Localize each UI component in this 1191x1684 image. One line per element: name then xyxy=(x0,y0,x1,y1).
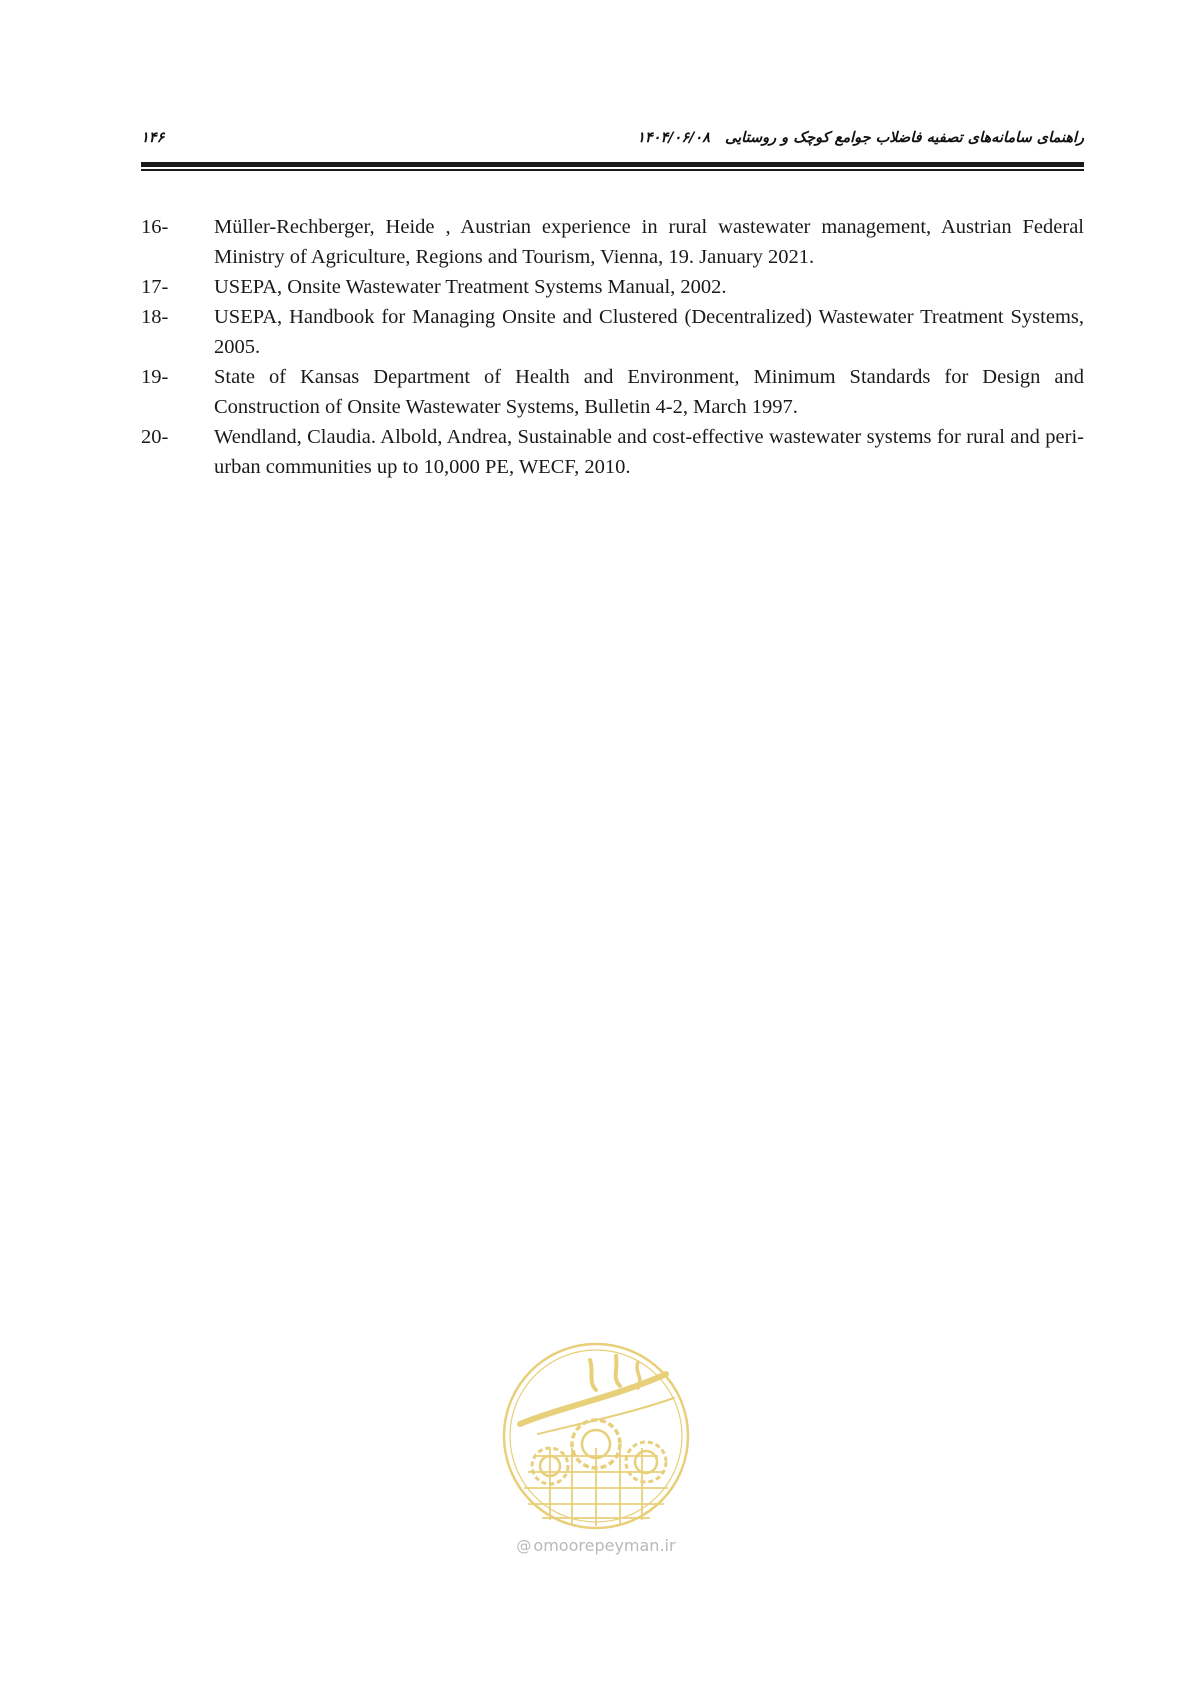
header-rule-thin xyxy=(141,169,1084,171)
reference-text: Müller-Rechberger, Heide , Austrian experience in rural wastewater management, Austrian Federal Ministry of Agriculture, Regions and Tourism, Vienna, 19. January 2021. xyxy=(214,216,1084,268)
reference-number: 17- xyxy=(141,276,169,298)
header-date: ۱۴۰۴/۰۶/۰۸ xyxy=(637,130,710,146)
reference-number: 16- xyxy=(141,216,169,238)
reference-text: Wendland, Claudia. Albold, Andrea, Sustainable and cost-effective wastewater systems for rural and peri-urban communities up to 10,000 PE, WECF, 2010. xyxy=(214,426,1084,478)
reference-item xyxy=(141,272,1084,302)
reference-text: USEPA, Onsite Wastewater Treatment Systems Manual, 2002. xyxy=(214,276,727,298)
reference-text: State of Kansas Department of Health and Environment, Minimum Standards for Design and Construction of Onsite Wastewater Systems, Bulletin 4-2, March 1997. xyxy=(214,366,1084,418)
reference-item xyxy=(141,212,1084,272)
watermark-url: @ omoorepeyman.ir xyxy=(516,1536,676,1555)
header-title: راهنمای سامانه‌های تصفیه فاضلاب جوامع کوچک و روستایی xyxy=(725,130,1084,146)
page-number: ۱۴۶ xyxy=(141,130,165,146)
reference-number: 20- xyxy=(141,426,169,448)
header-rule-thick xyxy=(141,162,1084,167)
reference-number: 18- xyxy=(141,306,169,328)
reference-number: 19- xyxy=(141,366,169,388)
reference-item xyxy=(141,302,1084,362)
reference-list xyxy=(141,212,1084,482)
reference-item xyxy=(141,422,1084,482)
reference-text: USEPA, Handbook for Managing Onsite and Clustered (Decentralized) Wastewater Treatment Systems, 2005. xyxy=(214,306,1084,358)
reference-item xyxy=(141,362,1084,422)
watermark xyxy=(492,1338,700,1555)
at-icon: @ xyxy=(516,1537,532,1555)
omoorepeyman-logo-icon xyxy=(498,1338,694,1534)
header-title-block xyxy=(637,130,1084,146)
